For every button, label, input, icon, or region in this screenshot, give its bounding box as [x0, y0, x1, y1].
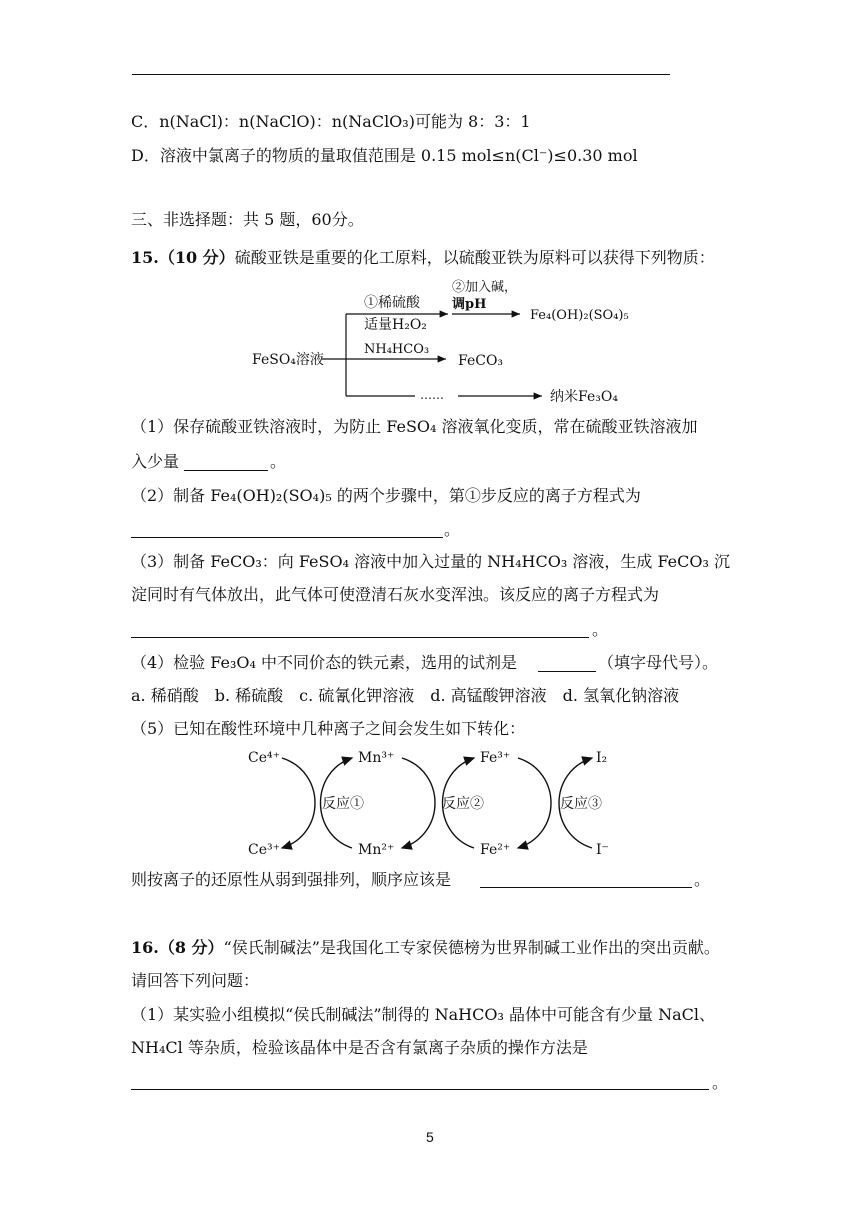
branch1-step2-bottom: 调pH [452, 297, 487, 312]
section-title: 三、非选择题：共 5 题，60分。 [131, 210, 364, 229]
q16-p1-line2: NH₄Cl 等杂质，检验该晶体中是否含有氯离子杂质的操作方法是 [131, 1038, 588, 1057]
q15-p2-end: 。 [444, 520, 461, 539]
ion-i2: I₂ [596, 750, 608, 766]
q15-p4-line1: （4）检验 Fe₃O₄ 中不同价态的铁元素，选用的试剂是 [131, 653, 517, 672]
page-number: 5 [426, 1129, 434, 1145]
branch2-product: FeCO₃ [458, 353, 504, 369]
ion-fe3: Fe³⁺ [480, 750, 511, 766]
reaction2-label: 反应② [442, 796, 484, 812]
q15-p4-options: a. 稀硝酸 b. 稀硫酸 c. 硫氰化钾溶液 d. 高锰酸钾溶液 d. 氢氧化钠溶液 [131, 686, 680, 705]
ion-mn2: Mn²⁺ [358, 842, 395, 858]
q15-p5-line1: （5）已知在酸性环境中几种离子之间会发生如下转化： [131, 719, 526, 738]
q16-p1-line1: （1）某实验小组模拟“侯氏制碱法”制得的 NaHCO₃ 晶体中可能含有少量 NaCl、 [131, 1005, 715, 1024]
diagram-start: FeSO₄溶液 [252, 352, 324, 368]
q15-p1-line2 [131, 452, 179, 472]
q16-stem-line1: “侯氏制碱法”是我国化工专家侯德榜为世界制碱工业作出的突出贡献。 [223, 938, 720, 957]
branch1-step2-top: ②加入碱， [452, 280, 518, 295]
q15-p4-hint: （填字母代号）。 [598, 653, 719, 672]
reaction1-label: 反应① [322, 796, 364, 812]
q15-p3-line2: 淀同时有气体放出，此气体可使澄清石灰水变浑浊。该反应的离子方程式为 [131, 585, 660, 604]
q16-stem-line2: 请回答下列问题： [131, 971, 260, 990]
q15-stem-text: 硫酸亚铁是重要的化工原料，以硫酸亚铁为原料可以获得下列物质： [234, 248, 715, 267]
q15-p3-end: 。 [592, 620, 609, 639]
q15-stem [131, 248, 715, 268]
q15-p1-answer-blank[interactable] [184, 470, 268, 471]
reaction3-label: 反应③ [560, 796, 602, 812]
q15-p3-line1: （3）制备 FeCO₃：向 FeSO₄ 溶液中加入过量的 NH₄HCO₃ 溶液，生成 FeCO₃ 沉 [131, 552, 731, 571]
q15-p3-answer-blank[interactable] [131, 637, 589, 638]
ion-mn3: Mn³⁺ [358, 750, 395, 766]
q16-number: 16.（8 分） [131, 938, 224, 957]
reaction2-left-arc [402, 758, 435, 848]
q15-p2-line1: （2）制备 Fe₄(OH)₂(SO₄)₅ 的两个步骤中，第①步反应的离子方程式为 [131, 486, 641, 505]
ion-fe2: Fe²⁺ [480, 842, 511, 858]
ion-ce4: Ce⁴⁺ [248, 750, 280, 766]
q15-redox-cycle-diagram [240, 742, 640, 868]
option-c: C．n(NaCl)：n(NaClO)：n(NaClO₃)可能为 8：3：1 [131, 112, 531, 131]
option-d: D．溶液中氯离子的物质的量取值范围是 0.15 mol≤n(Cl⁻)≤0.30 mol [131, 146, 638, 165]
q15-p4-answer-blank[interactable] [538, 671, 596, 672]
q16-p1-answer-blank[interactable] [131, 1089, 709, 1090]
q15-p5-line2: 则按离子的还原性从弱到强排列，顺序应该是 [131, 870, 452, 889]
branch3-product: 纳米Fe₃O₄ [550, 389, 618, 405]
q15-p1-end: 。 [270, 452, 287, 471]
q15-number: 15.（10 分） [131, 248, 235, 267]
reaction1-left-arc [282, 758, 315, 848]
branch2-reagent: NH₄HCO₃ [364, 342, 430, 357]
ion-ce3: Ce³⁺ [248, 842, 280, 858]
branch1-step1-bottom: 适量H₂O₂ [364, 317, 427, 333]
q15-p1-line1: （1）保存硫酸亚铁溶液时，为防止 FeSO₄ 溶液氧化变质，常在硫酸亚铁溶液加 [131, 417, 698, 436]
branch1-step1-top: ①稀硫酸 [364, 295, 420, 311]
q16-stem [131, 938, 720, 958]
header-rule [132, 74, 670, 75]
branch3-dots: …… [420, 388, 444, 402]
q15-p1-text: 入少量 [131, 452, 180, 471]
q15-p5-end: 。 [694, 870, 711, 889]
reaction3-left-arc [518, 758, 551, 848]
ion-i-minus: I⁻ [596, 842, 609, 858]
q15-p2-answer-blank[interactable] [131, 537, 443, 538]
q16-p1-end: 。 [712, 1073, 729, 1092]
q15-p5-answer-blank[interactable] [480, 887, 692, 888]
branch1-product: Fe₄(OH)₂(SO₄)₅ [530, 308, 629, 323]
q15-flow-diagram [240, 275, 660, 405]
